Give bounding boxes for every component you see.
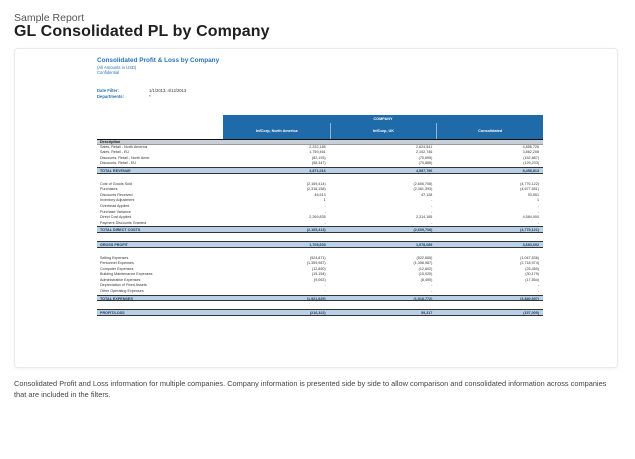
row-value: (9,063) <box>313 277 326 282</box>
filter-label: Departments: <box>97 93 124 99</box>
row-value <box>436 140 543 144</box>
row-value: (216,322) <box>309 311 326 316</box>
row-label: Description <box>100 140 121 144</box>
row-value: 2,269,835 <box>309 215 326 220</box>
report-subtitle-amounts: (All Amounts in USD) <box>97 65 137 70</box>
row-value: (2,316,158) <box>306 187 326 192</box>
report-document <box>97 57 543 316</box>
row-value: (4,775,121) <box>520 228 540 233</box>
row-value: - <box>431 209 433 214</box>
table-row <box>97 241 543 248</box>
row-value: 2,102,746 <box>415 150 433 155</box>
row-value: 46,513 <box>314 192 326 197</box>
table-row <box>97 161 543 167</box>
column-header: Consolidated <box>436 123 543 139</box>
row-value: - <box>324 289 326 294</box>
row-value: (58,347) <box>311 161 326 166</box>
table-spacer-row <box>97 301 543 309</box>
row-value: 4,856,726 <box>522 144 540 149</box>
row-value: - <box>537 283 540 288</box>
row-value: 1,705,603 <box>309 242 326 247</box>
row-label: Sales, Retail - North America <box>100 144 148 149</box>
row-value: (1,359,987) <box>306 261 326 266</box>
row-value: (2,606,708) <box>413 181 433 186</box>
row-label: Cost of Goods Sold <box>100 181 132 186</box>
sample-report-eyebrow: Sample Report <box>14 12 85 24</box>
row-value: 8,458,813 <box>522 168 540 173</box>
row-label: Depreciation of Fixed Assets <box>100 283 147 288</box>
column-header: InfCorp, UK <box>330 123 437 139</box>
row-label: Sales, Retail - EU <box>100 150 130 155</box>
filter-value: 1/1/2013..4/12/2013 <box>149 87 187 93</box>
page-title: GL Consolidated PL by Company <box>14 23 270 40</box>
row-value: 93,551 <box>527 192 540 197</box>
row-label: Purchase Variance <box>100 209 131 214</box>
row-label: Direct Cost Applied <box>100 215 132 220</box>
row-label: TOTAL DIRECT COSTS <box>100 228 141 232</box>
row-value: (2,361,393) <box>413 187 433 192</box>
row-value: (1,921,925) <box>306 296 326 301</box>
row-value: - <box>537 220 540 225</box>
row-label: Discounts, Retail - EU <box>100 161 137 166</box>
row-label: Overhead Applied <box>100 203 130 208</box>
table-row <box>97 309 543 316</box>
row-value: 1 <box>323 198 326 203</box>
column-header: InfCorp, North America <box>223 123 330 139</box>
table-row <box>97 221 543 227</box>
row-label: TOTAL EXPENSES <box>100 296 133 301</box>
table-spacer-row <box>97 174 543 182</box>
row-label: Selling Expenses <box>100 255 129 260</box>
table-body <box>97 139 543 316</box>
report-description: Consolidated Profit and Loss information for multiple companies. Company information is presented side by side to allow comparison and consolidated information across companies that are included in the filters. <box>14 379 607 399</box>
row-value: (4,677,551) <box>520 187 540 192</box>
row-value: 2,314,165 <box>415 215 433 220</box>
row-value: (82,193) <box>311 155 326 160</box>
row-value: (12,850) <box>311 266 326 271</box>
row-label: Computer Expenses <box>100 266 134 271</box>
row-value: 4,584,000 <box>522 215 540 220</box>
row-value: 3,862,208 <box>522 150 540 155</box>
row-label: Building Maintenance Expenses <box>100 272 153 277</box>
row-value: - <box>324 209 326 214</box>
row-value: (129,233) <box>523 161 540 166</box>
row-value: 4,587,796 <box>415 168 433 173</box>
row-label: Purchases <box>100 187 118 192</box>
filter-value: * <box>149 93 151 99</box>
row-value: (4,776,122) <box>520 181 540 186</box>
row-value: - <box>537 289 540 294</box>
row-value: (8,490) <box>420 277 433 282</box>
row-value: (70,695) <box>418 155 433 160</box>
table-row <box>97 289 543 295</box>
row-value: - <box>431 220 433 225</box>
table-row <box>97 226 543 233</box>
row-label: Personnel Expenses <box>100 261 134 266</box>
row-value: (152,887) <box>523 155 540 160</box>
report-preview-card <box>14 48 618 368</box>
row-value: 3,871,016 <box>309 168 326 173</box>
column-headers <box>223 123 543 139</box>
filter-label: Date Filter: <box>97 87 119 93</box>
row-label: Inventory Adjustment <box>100 198 135 203</box>
row-value: (1,047,536) <box>520 255 540 260</box>
row-value: (2,718,974) <box>520 261 540 266</box>
row-value: (15,025) <box>418 272 433 277</box>
row-value: (70,886) <box>418 161 433 166</box>
row-value: (17,554) <box>525 277 540 282</box>
row-value: 1,759,461 <box>309 150 326 155</box>
row-value: (30,179) <box>525 272 540 277</box>
row-value: - <box>324 283 326 288</box>
row-value: (157,005) <box>523 311 540 316</box>
row-value: - <box>431 289 433 294</box>
row-label: TOTAL REVENUE <box>100 168 131 173</box>
row-value: (522,665) <box>416 255 433 260</box>
company-group-header: COMPANY <box>223 115 543 123</box>
row-value: (1,358,987) <box>413 261 433 266</box>
row-value: (12,602) <box>418 266 433 271</box>
row-label: GROSS PROFIT <box>100 242 128 247</box>
row-value: (2,169,414) <box>306 181 326 186</box>
row-value: (2,165,413) <box>306 228 326 233</box>
row-value: - <box>431 198 433 203</box>
row-value: - <box>324 203 326 208</box>
row-value: 1 <box>536 198 540 203</box>
row-value: - <box>324 220 326 225</box>
filter-row-departments <box>97 94 543 100</box>
row-value <box>223 140 330 144</box>
row-value: - <box>431 203 433 208</box>
row-label: PROFIT/LOSS <box>100 311 125 316</box>
row-value: - <box>431 283 433 288</box>
report-subtitle-confidential: Confidential <box>97 70 120 76</box>
row-value: - <box>537 203 540 208</box>
table-spacer-row <box>97 233 543 241</box>
row-value: (1,918,772) <box>413 296 433 301</box>
row-label: Payment Discounts Granted <box>100 220 147 225</box>
row-value: 3,683,692 <box>522 242 540 247</box>
row-value: 59,317 <box>421 311 433 316</box>
row-value <box>330 140 437 144</box>
table-spacer-row <box>97 248 543 256</box>
row-value: (3,840,697) <box>520 296 540 301</box>
row-value: (25,450) <box>525 266 540 271</box>
row-label: Other Operating Expenses <box>100 289 144 294</box>
row-label: Discounts, Retail - North Amer <box>100 155 150 160</box>
table-row <box>97 167 543 174</box>
row-value: (524,871) <box>309 255 326 260</box>
report-filters <box>97 88 543 100</box>
row-value: (15,154) <box>311 272 326 277</box>
row-value: 1,978,089 <box>415 242 433 247</box>
row-value: 2,232,185 <box>309 144 326 149</box>
row-value: 2,624,541 <box>415 144 433 149</box>
row-value: - <box>537 209 540 214</box>
row-label: Discounts Received <box>100 192 133 197</box>
row-value: 47,128 <box>421 192 433 197</box>
row-value: (2,609,708) <box>413 228 433 233</box>
row-label: Administrative Expenses <box>100 277 141 282</box>
table-row <box>97 295 543 302</box>
report-title: Consolidated Profit & Loss by Company <box>97 57 220 64</box>
